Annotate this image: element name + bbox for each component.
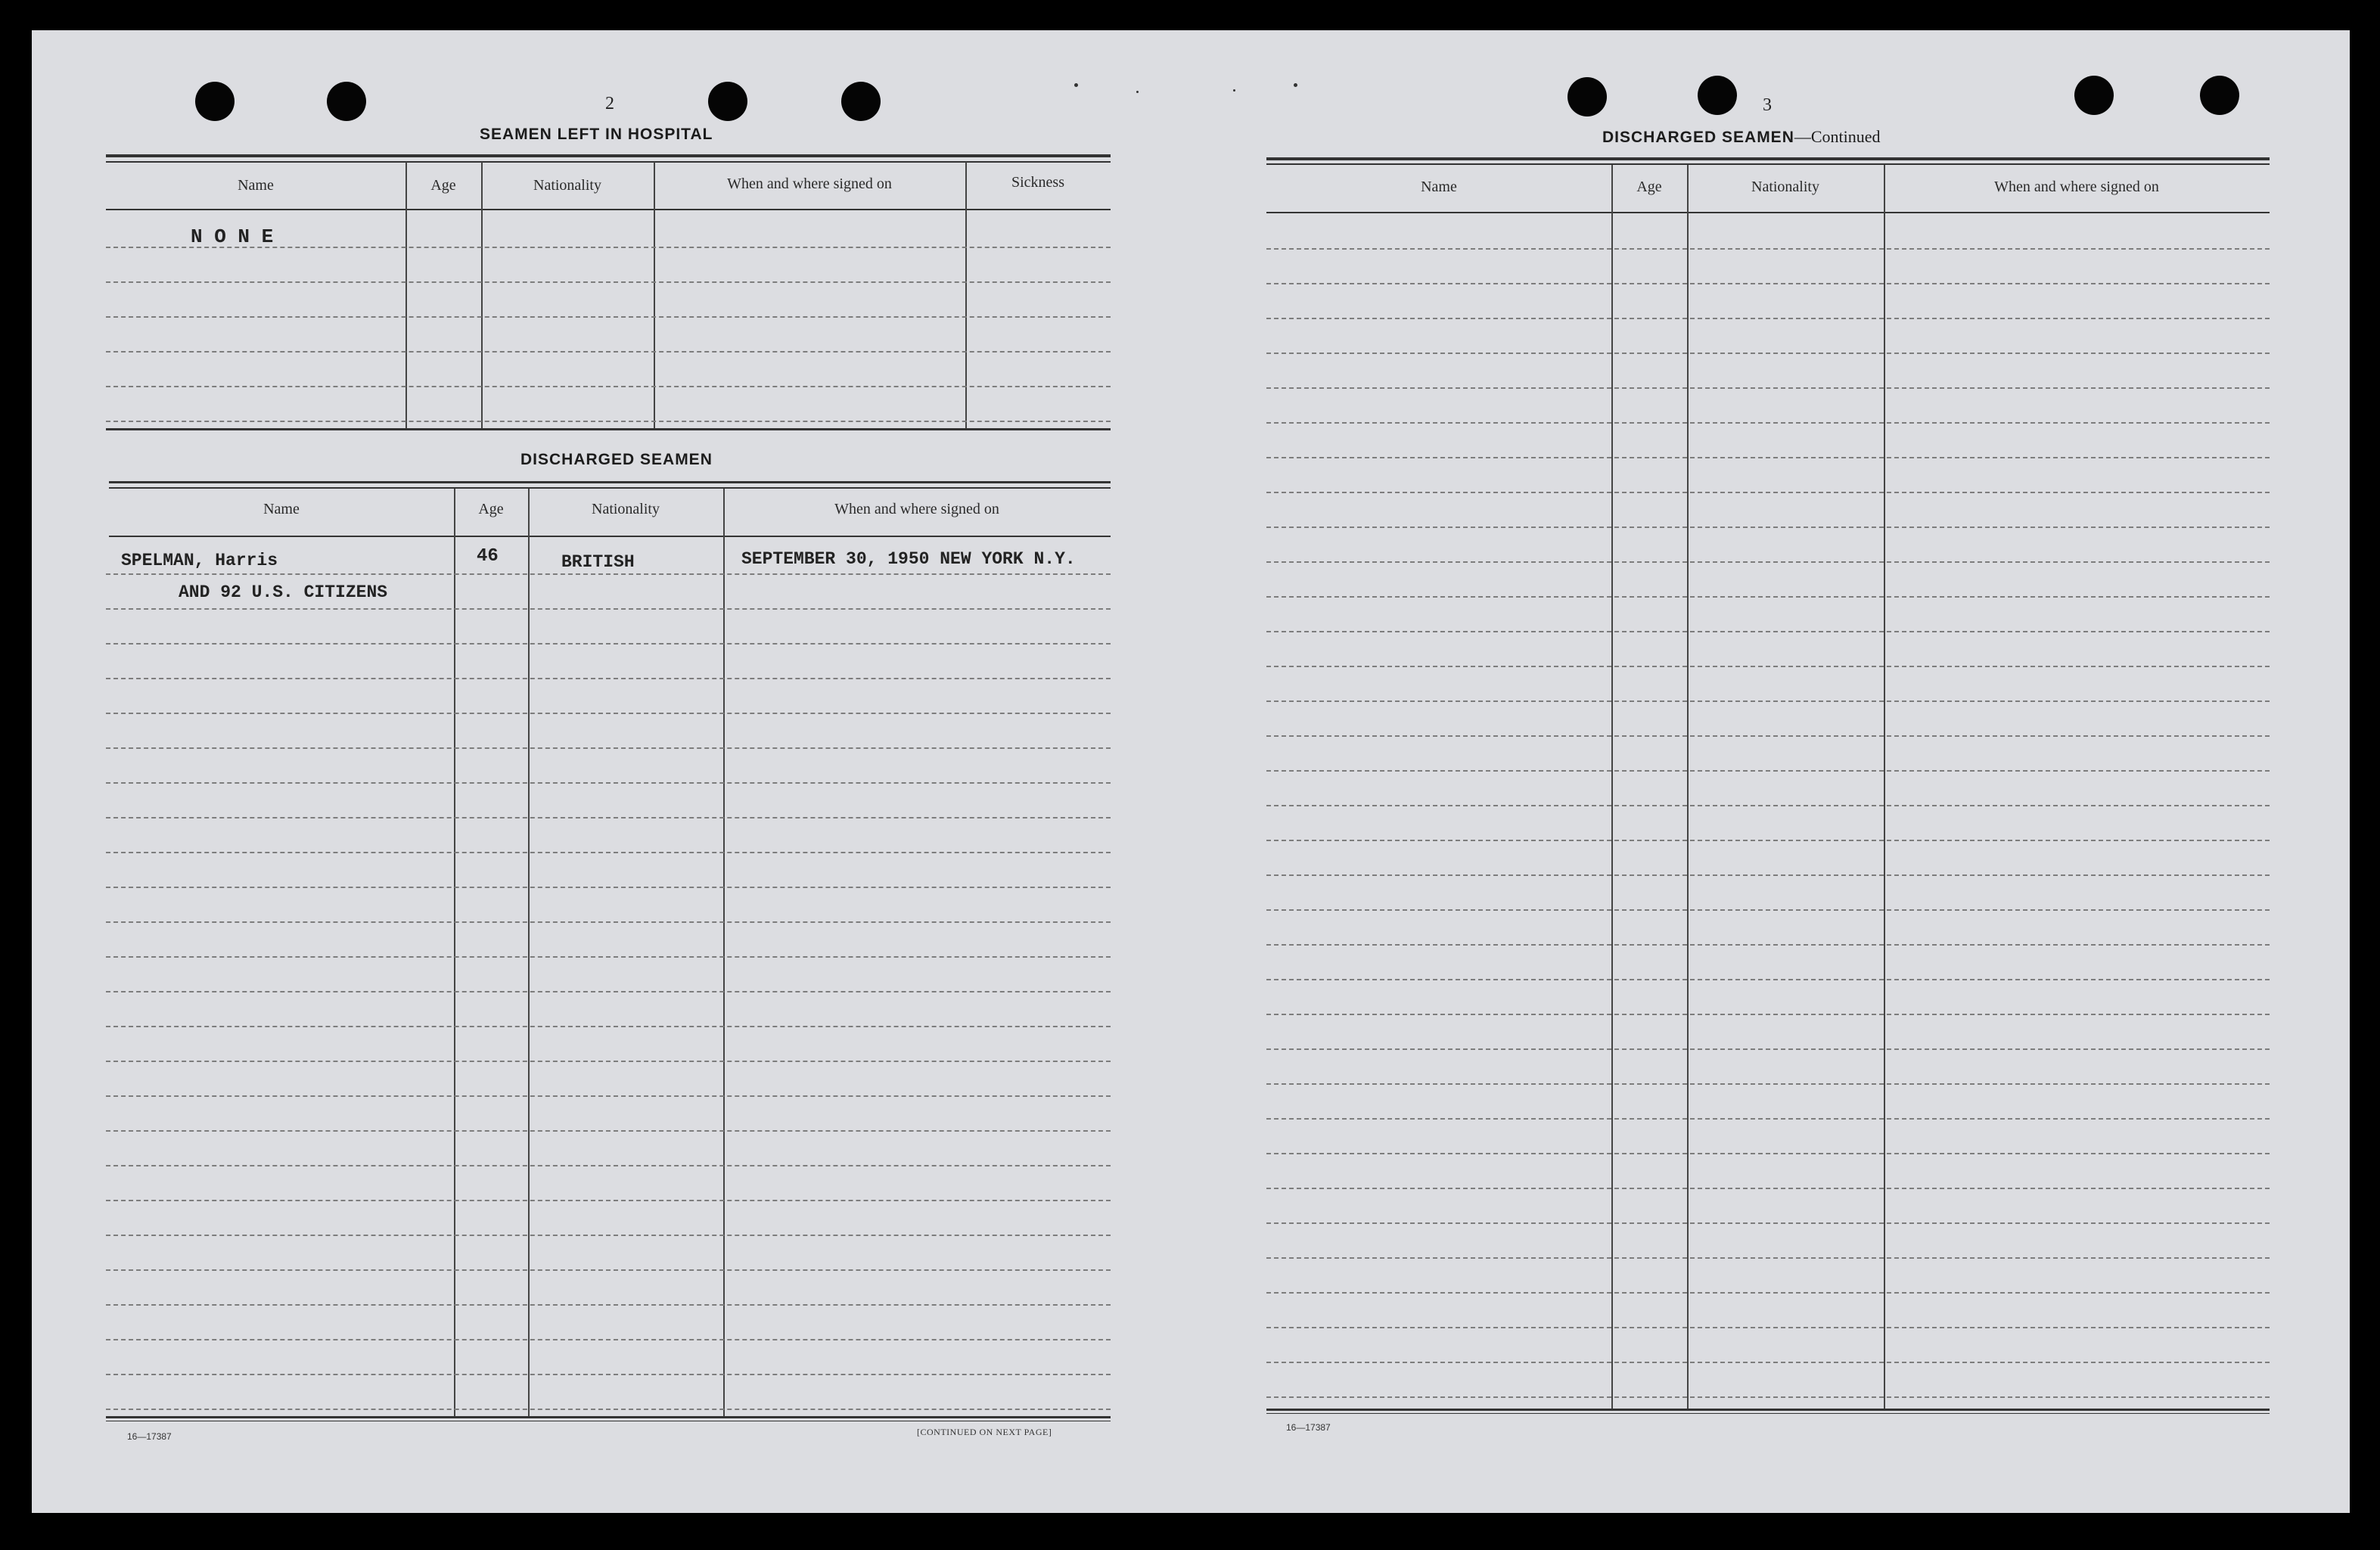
column-header-signed-on: When and where signed on xyxy=(834,501,999,517)
continued-note: [CONTINUED ON NEXT PAGE] xyxy=(917,1427,1052,1437)
page-number: 3 xyxy=(1763,95,1772,115)
speck xyxy=(1233,89,1235,92)
seaman-age: 46 xyxy=(477,546,499,567)
column-divider xyxy=(454,489,455,1416)
hospital-title: SEAMEN LEFT IN HOSPITAL xyxy=(480,126,713,143)
ruled-line xyxy=(1266,283,2270,284)
speck xyxy=(1136,91,1139,93)
column-header-name: Name xyxy=(263,501,300,517)
ruled-line xyxy=(1266,1188,2270,1189)
column-header-name: Name xyxy=(1421,179,1457,195)
ruled-line xyxy=(106,887,1111,888)
ruled-line xyxy=(106,316,1111,318)
ruled-line xyxy=(106,1409,1111,1410)
ruled-line xyxy=(1266,387,2270,389)
ruled-line xyxy=(106,1304,1111,1306)
column-header-name: Name xyxy=(238,177,274,194)
ruled-line xyxy=(1266,1153,2270,1154)
ruled-line xyxy=(1266,666,2270,667)
column-header-signed-on: When and where signed on xyxy=(1994,179,2159,195)
ruled-line xyxy=(106,421,1111,422)
ruled-line xyxy=(106,643,1111,645)
ruled-line xyxy=(1266,805,2270,806)
column-header-age: Age xyxy=(430,177,456,194)
speck xyxy=(1294,83,1297,87)
rule xyxy=(1266,163,2270,165)
hospital-entry: N O N E xyxy=(191,225,274,248)
ruled-line xyxy=(106,852,1111,853)
punch-hole xyxy=(195,82,235,121)
ruled-line xyxy=(1266,700,2270,702)
citizens-note: AND 92 U.S. CITIZENS xyxy=(179,582,388,602)
ruled-line xyxy=(106,1339,1111,1340)
punch-hole xyxy=(2200,76,2239,115)
form-number: 16—17387 xyxy=(127,1431,172,1442)
ruled-line xyxy=(1266,979,2270,980)
ruled-line xyxy=(1266,944,2270,946)
speck xyxy=(1074,83,1078,87)
rule xyxy=(106,209,1111,210)
ruled-line xyxy=(106,1026,1111,1027)
rule xyxy=(106,161,1111,163)
rule xyxy=(106,154,1111,157)
column-header-nationality: Nationality xyxy=(592,501,660,517)
punch-hole xyxy=(1568,77,1607,116)
ruled-line xyxy=(106,1061,1111,1062)
ruled-line xyxy=(1266,770,2270,772)
ruled-line xyxy=(1266,1222,2270,1224)
ruled-line xyxy=(106,1374,1111,1375)
ruled-line xyxy=(1266,527,2270,528)
ruled-line xyxy=(1266,735,2270,737)
ruled-line xyxy=(1266,318,2270,319)
ruled-line xyxy=(106,1269,1111,1271)
column-divider xyxy=(965,162,967,428)
ruled-line xyxy=(1266,596,2270,598)
ruled-line xyxy=(1266,1048,2270,1050)
ruled-line xyxy=(1266,561,2270,563)
rule xyxy=(106,428,1111,430)
ruled-line xyxy=(1266,422,2270,424)
column-header-nationality: Nationality xyxy=(1751,179,1819,195)
discharged-title: DISCHARGED SEAMEN xyxy=(520,451,713,468)
column-divider xyxy=(481,162,483,428)
ruled-line xyxy=(106,1235,1111,1236)
ruled-line xyxy=(106,782,1111,784)
ruled-line xyxy=(106,386,1111,387)
ruled-line xyxy=(1266,248,2270,250)
ruled-line xyxy=(1266,1257,2270,1259)
punch-hole xyxy=(1698,76,1737,115)
column-divider xyxy=(528,489,530,1416)
punch-hole xyxy=(841,82,881,121)
ruled-line xyxy=(1266,492,2270,493)
ruled-line xyxy=(1266,840,2270,841)
ruled-line xyxy=(1266,457,2270,458)
punch-hole xyxy=(2074,76,2114,115)
ruled-line xyxy=(106,956,1111,958)
ruled-line xyxy=(1266,1083,2270,1085)
ruled-line xyxy=(106,921,1111,923)
column-header-age: Age xyxy=(1636,179,1662,195)
ruled-line xyxy=(1266,1014,2270,1015)
rule xyxy=(109,487,1111,489)
ruled-line xyxy=(1266,1327,2270,1328)
ruled-line xyxy=(1266,1118,2270,1120)
ruled-line xyxy=(1266,1396,2270,1398)
column-divider xyxy=(654,162,655,428)
ruled-line xyxy=(1266,1292,2270,1294)
seaman-name: SPELMAN, Harris xyxy=(121,551,278,570)
punch-hole xyxy=(327,82,366,121)
column-divider xyxy=(723,489,725,1416)
rule xyxy=(106,1416,1111,1418)
form-number: 16—17387 xyxy=(1286,1422,1331,1433)
rule xyxy=(1266,1409,2270,1411)
rule xyxy=(1266,157,2270,160)
seaman-nationality: BRITISH xyxy=(561,552,635,572)
column-header-age: Age xyxy=(478,501,504,517)
ruled-line xyxy=(106,817,1111,818)
seaman-signed-on: SEPTEMBER 30, 1950 NEW YORK N.Y. xyxy=(741,549,1076,569)
ruled-line xyxy=(106,713,1111,714)
ruled-line xyxy=(106,678,1111,679)
ruled-line xyxy=(1266,909,2270,911)
discharged-continued-title: DISCHARGED SEAMEN—Continued xyxy=(1602,127,1881,146)
ruled-line xyxy=(106,1130,1111,1132)
ruled-line xyxy=(1266,631,2270,632)
ruled-line xyxy=(106,351,1111,353)
column-header-sickness: Sickness xyxy=(1011,174,1064,191)
ruled-line xyxy=(106,1165,1111,1166)
ruled-line xyxy=(106,1200,1111,1201)
rule xyxy=(109,481,1111,483)
ruled-line xyxy=(106,608,1111,610)
ruled-line xyxy=(106,573,1111,575)
ruled-line xyxy=(106,281,1111,283)
page-number: 2 xyxy=(605,94,614,113)
column-header-signed-on: When and where signed on xyxy=(727,176,892,192)
rule xyxy=(1266,1413,2270,1414)
ruled-line xyxy=(1266,1362,2270,1363)
rule xyxy=(1266,212,2270,213)
ruled-line xyxy=(106,747,1111,749)
punch-hole xyxy=(708,82,747,121)
rule xyxy=(109,536,1111,537)
ruled-line xyxy=(106,1095,1111,1097)
ruled-line xyxy=(106,991,1111,992)
column-divider xyxy=(405,162,407,428)
ruled-line xyxy=(1266,353,2270,354)
column-header-nationality: Nationality xyxy=(533,177,601,194)
ruled-line xyxy=(1266,874,2270,876)
form-sheet xyxy=(32,30,2350,1513)
